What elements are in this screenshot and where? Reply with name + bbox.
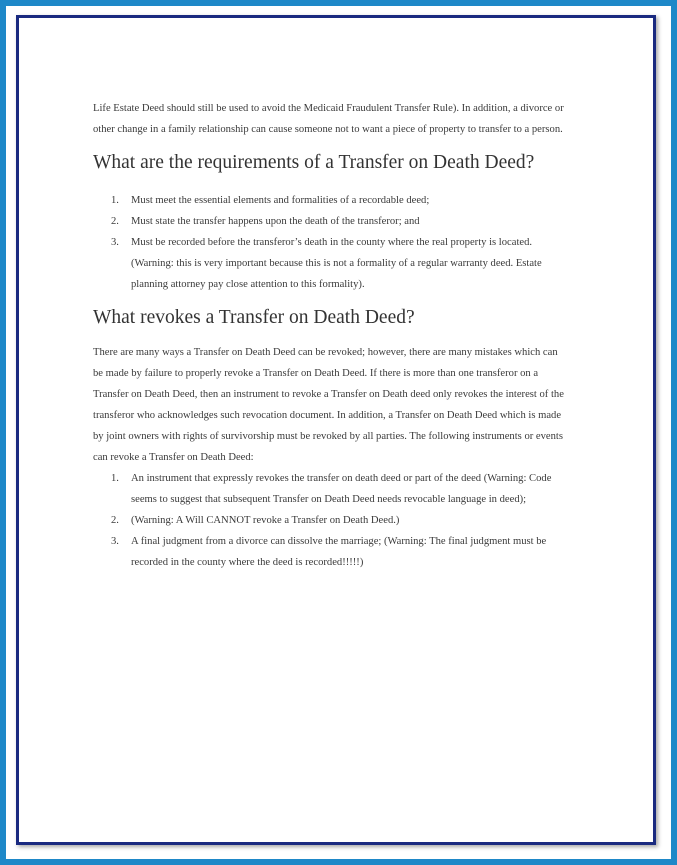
revocation-list [93,468,588,573]
list-item-text: Must meet the essential elements and formalities of a recordable deed; [131,195,430,206]
list-item-text: Must state the transfer happens upon the death of the transferor; and [131,216,420,227]
list-item [93,190,588,211]
list-number: 3. [111,237,119,248]
section-heading-revokes: What revokes a Transfer on Death Deed? [93,307,415,328]
list-item [93,232,588,295]
revoke-paragraph [93,342,588,468]
requirements-list [93,190,588,295]
list-item-text: Must be recorded before the transferor’s death in the county where the real property is located. [131,237,533,248]
list-item-text: seems to suggest that subsequent Transfer on Death Deed needs revocable language in deed); [131,494,527,505]
list-item [93,468,588,510]
paragraph-line: Transfer on Death Deed, then an instrument to revoke a Transfer on Death deed only revokes the interest of the [93,389,564,400]
list-item [93,531,588,573]
list-number: 1. [111,473,119,484]
list-number: 3. [111,536,119,547]
list-item-text: (Warning: A Will CANNOT revoke a Transfer on Death Deed.) [131,515,400,526]
list-item-text: An instrument that expressly revokes the transfer on death deed or part of the deed (Warning: Code [131,473,552,484]
intro-line: Life Estate Deed should still be used to avoid the Medicaid Fraudulent Transfer Rule). In addition, a divorce or [93,103,564,114]
list-number: 1. [111,195,119,206]
paragraph-line: There are many ways a Transfer on Death Deed can be revoked; however, there are many mistakes which can [93,347,558,358]
paragraph-line: be made by failure to properly revoke a Transfer on Death Deed. If there is more than one transferor on a [93,368,539,379]
list-item [93,211,588,232]
paragraph-line: by joint owners with rights of survivorship must be revoked by all parties. The following instruments or events [93,431,563,442]
list-number: 2. [111,216,119,227]
list-item-text: planning attorney pay close attention to this formality). [131,279,365,290]
list-number: 2. [111,515,119,526]
intro-paragraph [93,98,588,140]
paragraph-line: can revoke a Transfer on Death Deed: [93,452,254,463]
paragraph-line: transferor who acknowledges such revocation document. In addition, a Transfer on Death Deed which is made [93,410,562,421]
list-item [93,510,588,531]
section-heading-requirements: What are the requirements of a Transfer on Death Deed? [93,152,535,173]
list-item-text: recorded in the county where the deed is recorded!!!!!) [131,557,364,568]
list-item-text: A final judgment from a divorce can dissolve the marriage; (Warning: The final judgment must be [131,536,547,547]
list-item-text: (Warning: this is very important because this is not a formality of a regular warranty deed. Estate [131,258,542,269]
intro-line: other change in a family relationship can cause someone not to want a piece of property to transfer to a person. [93,124,563,135]
document-body [93,98,588,573]
